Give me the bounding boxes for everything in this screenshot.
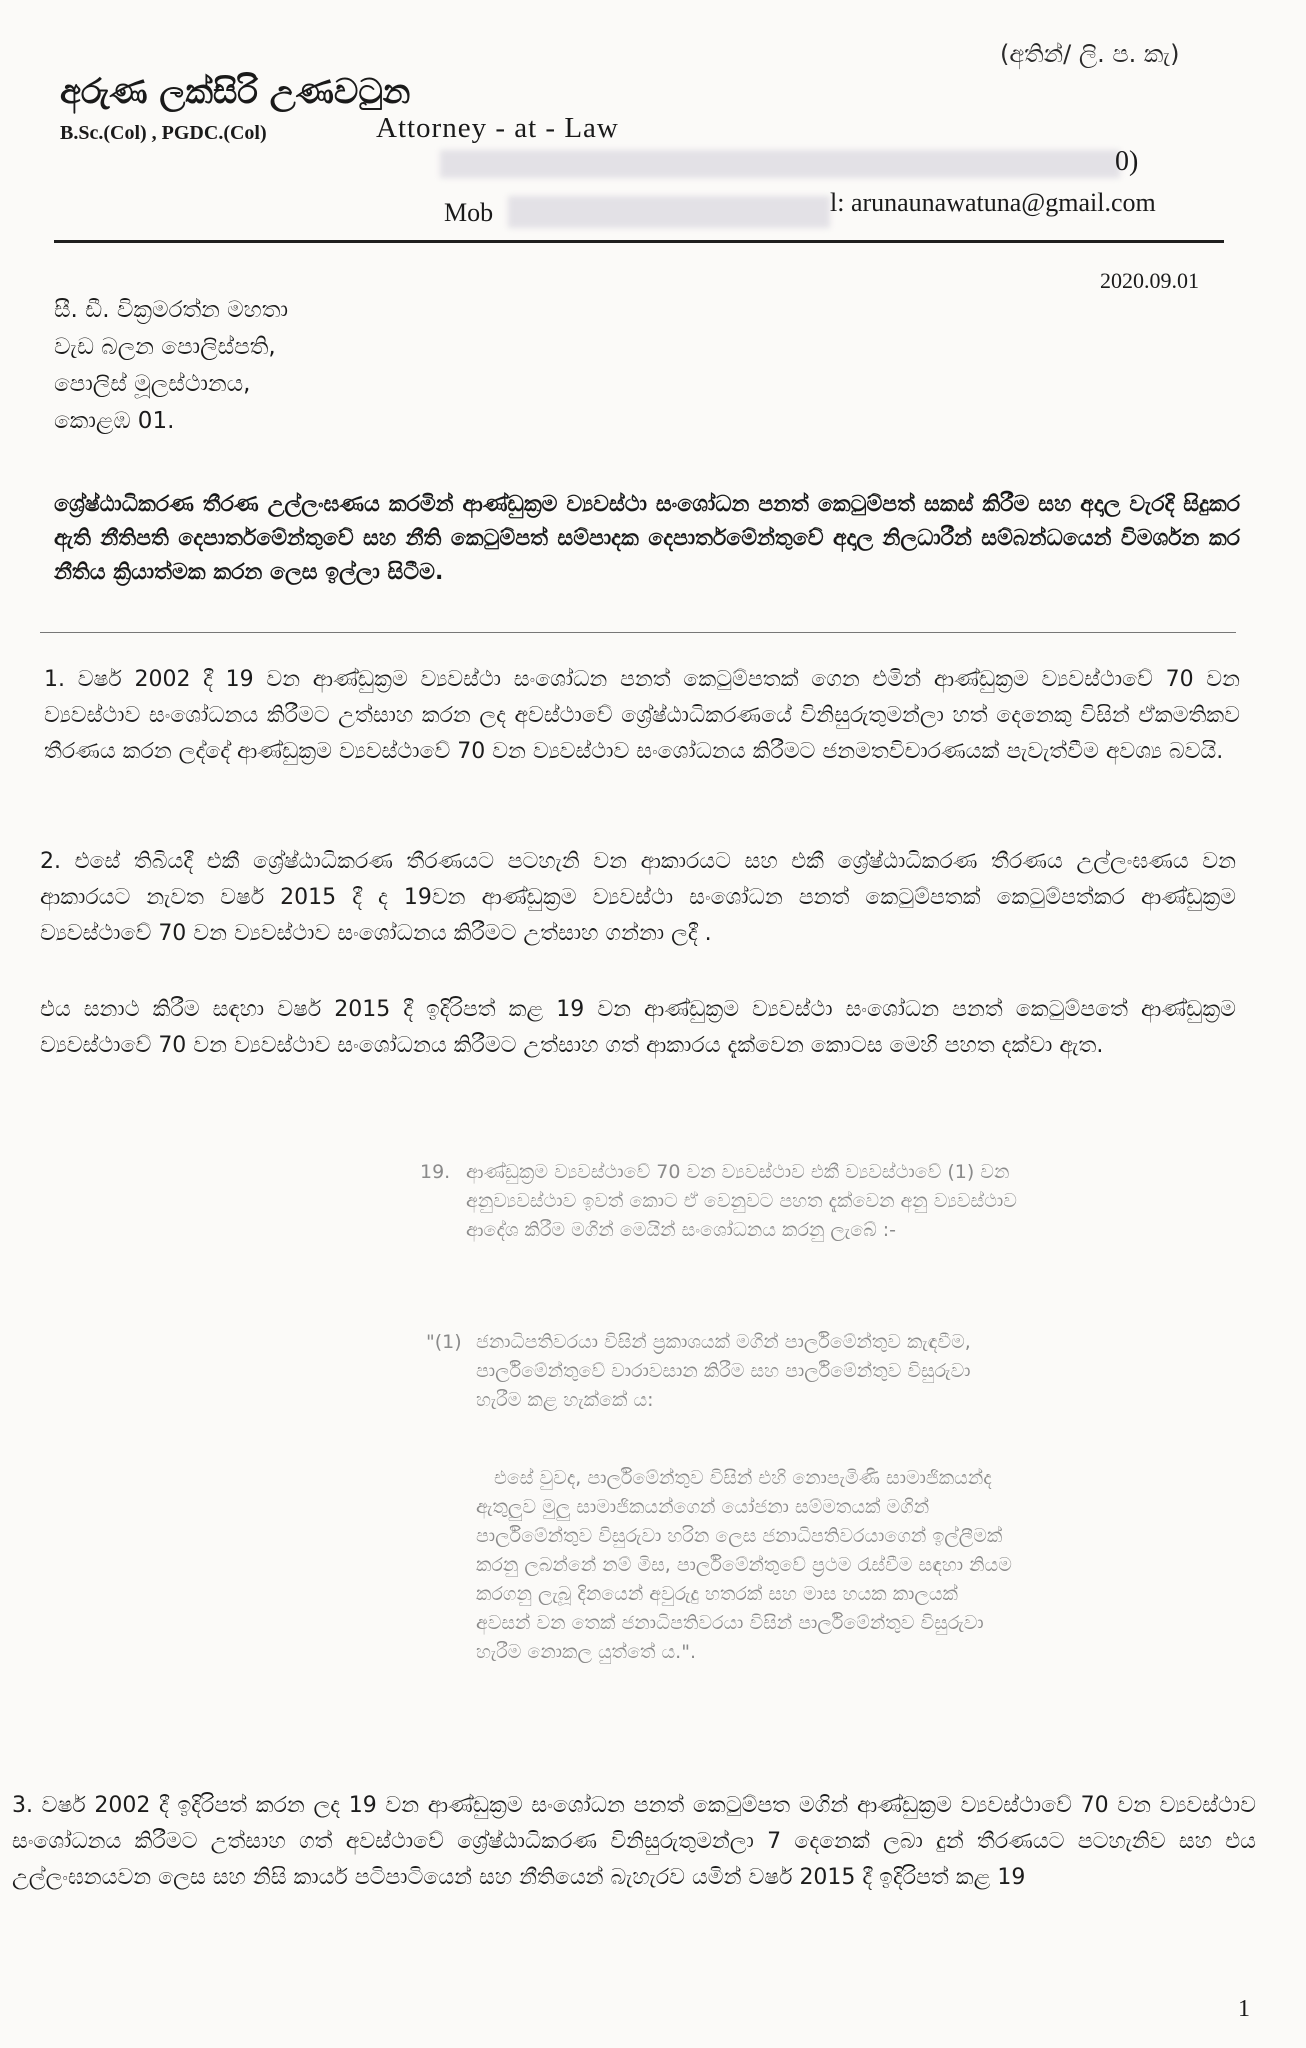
letter-date: 2020.09.01	[1100, 268, 1199, 293]
sender-name: අරුණ ලක්සිරි උණවටුන	[60, 72, 411, 112]
recipient-line: පොලිස් මූලස්ථානය,	[54, 371, 251, 397]
recipient-block	[54, 292, 288, 440]
redacted-address	[440, 150, 1120, 178]
handwritten-stamp: (අතින්/ ලි. ප. කැ)	[1000, 40, 1180, 68]
recipient-line: වැඩ බලන පොලිස්පති,	[54, 334, 276, 360]
quote-proviso: එසේ වුවද, පාර්ලිමේන්තුව විසින් එහි නොපැමිණි සාමාජිකයන්ද ඇතුලුව මුලු සාමාජිකයන්ගෙන් යෝජනා සම්මතයක් මගින් පාර්ලිමේන්තුව විසුරුවා හරින ලෙස ජනාධිපතිවරයාගෙන් ඉල්ලීමක් කරනු ලබන්නේ නම් මිස, පාර්ලිමේන්තුවේ ප්‍රථම රැස්වීම සඳහා නියම කරගනු ලැබූ දිනයෙන් අවුරුදු හතරක් සහ මාස හයක කාලයක් අවසන් වන තෙක් ජනාධිපතිවරයා විසින් පාර්ලිමේන්තුව විසුරුවා හැරීම නොකල යුත්තේ ය.".	[476, 1467, 1012, 1663]
recipient-line: සී. ඩී. වික්‍රමරත්න මහතා	[54, 297, 289, 323]
letter-subject: ශ්‍රේෂ්ඨාධිකරණ තීරණ උල්ලංඝණය කරමින් ආණ්ඩුක්‍රම ව්‍යවස්ථා සංශෝධන පනත් කෙටුම්පත් සකස් කිරීම සහ අදාල වැරදි සිදුකර ඇති නීතිපති දෙපාර්තමේන්තුවේ සහ නීති කෙටුම්පත් සම්පාදක දෙපාර්තමේන්තුවේ අදාල නිලධාරීන් සම්බන්ධයෙන් විමර්ශන කර නීතිය ක්‍රියාත්මක කරන ලෙස ඉල්ලා සිටීම.	[54, 492, 1240, 585]
quote-intro: ආණ්ඩුක්‍රම ව්‍යවස්ථාවේ 70 වන ව්‍යවස්ථාව එකී ව්‍යවස්ථාවේ (1) වන අනුව්‍යවස්ථාව ඉවත් කොට ඒ වෙනුවට පහත දැක්වෙන අනු ව්‍යවස්ථාව ආදේශ කිරීම මගින් මෙයින් සංශෝධනය කරනු ලැබේ :-	[466, 1161, 1017, 1241]
paragraph-2: 2. එසේ තිබියදී එකී ශ්‍රේෂ්ඨාධිකරණ තීරණයට පටහැනි වන ආකාරයට සහ එකී ශ්‍රේෂ්ඨාධිකරණ තීරණය උල්ලංඝණය වන ආකාරයට නැවත වර්ෂ 2015 දී ද 19වන ආණ්ඩුක්‍රම ව්‍යවස්ථා සංශෝධන පනත් කෙටුම්පතක් කෙටුම්පත්කර ආණ්ඩුක්‍රම ව්‍යවස්ථාවේ 70 වන ව්‍යවස්ථාව සංශෝධනය කිරීමට උත්සාහ ගන්නා ලදී .	[40, 849, 1236, 946]
header-divider	[54, 240, 1224, 243]
paragraph-3: 3. වර්ෂ 2002 දී ඉදිරිපත් කරන ලද 19 වන ආණ්ඩුක්‍රම සංශෝධන පනත් කෙටුම්පත මගින් ආණ්ඩුක්‍රම ව්‍යවස්ථාවේ 70 වන ව්‍යවස්ථාව සංශෝධනය කිරීමට උත්සාහ ගත් අවස්ථාවේ ශ්‍රේෂ්ඨාධිකරණ විනිසුරුතුමන්ලා 7 දෙනෙක් ලබා දුන් තීරණයට පටහැනිව සහ එය උල්ලංඝනයවන ලෙස සහ නිසි කාර්ය පටිපාටියෙන් සහ නීතියෙන් බැහැරව යමින් වර්ෂ 2015 දී ඉදිරිපත් කළ 19	[12, 1793, 1256, 1890]
quote-number: 19.	[420, 1161, 451, 1183]
quote-subsection-number: "(1)	[426, 1331, 462, 1353]
mobile-label: Mob	[444, 198, 494, 227]
quote-subsection-text: ජනාධිපතිවරයා විසින් ප්‍රකාශයක් මගින් පාර්ලිමේන්තුව කැඳවීම, පාර්ලිමේන්තුවේ වාරාවසාන කිරීම සහ පාර්ලිමේන්තුව විසුරුවා හැරීම කළ හැක්කේ ය:	[476, 1331, 971, 1411]
paragraph-2-continued: එය සනාථ කිරීම සඳහා වර්ෂ 2015 දී ඉදිරිපත් කළ 19 වන ආණ්ඩුක්‍රම ව්‍යවස්ථා සංශෝධන පනත් කෙටුම්පතේ ආණ්ඩුක්‍රම ව්‍යවස්ථාවේ 70 වන ව්‍යවස්ථාව සංශෝධනය කිරීමට උත්සාහ ගත් ආකාරය දැක්වෙන කොටස මෙහි පහත දක්වා ඇත.	[40, 997, 1236, 1058]
address-tail: 0)	[1115, 146, 1139, 177]
subject-divider	[40, 632, 1236, 633]
page-number: 1	[1238, 1996, 1250, 2022]
recipient-line: කොළඹ 01.	[54, 408, 175, 434]
sender-profession: Attorney - at - Law	[376, 112, 619, 144]
redacted-phone	[508, 196, 830, 228]
paragraph-1: 1. වර්ෂ 2002 දී 19 වන ආණ්ඩුක්‍රම ව්‍යවස්ථා සංශෝධන පනත් කෙටුම්පතක් ගෙන එමින් ආණ්ඩුක්‍රම ව්‍යවස්ථාවේ 70 වන ව්‍යවස්ථාව සංශෝධනය කිරීමට උත්සාහ කරන ලද අවස්ථාවේ ශ්‍රේෂ්ඨාධිකරණයේ විනිසුරුතුමන්ලා හත් දෙනෙකු විසින් ඒකමතිකව තීරණය කරන ලද්දේ ආණ්ඩුක්‍රම ව්‍යවස්ථාවේ 70 වන ව්‍යවස්ථාව සංශෝධනය කිරීමට ජනමතවිචාරණයක් පැවැත්වීම අවශ්‍ය බවයි.	[44, 667, 1240, 764]
sender-qualifications: B.Sc.(Col) , PGDC.(Col)	[60, 122, 267, 144]
sender-email: l: arunaunawatuna@gmail.com	[830, 188, 1156, 217]
